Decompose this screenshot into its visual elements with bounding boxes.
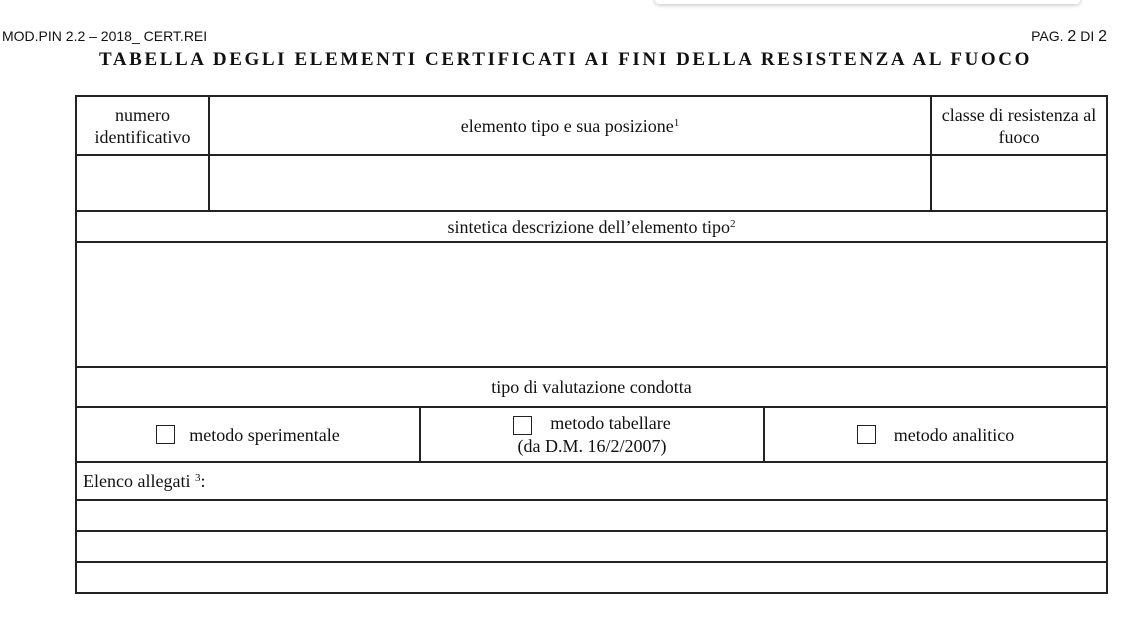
allegato-row-1[interactable] [77, 501, 1106, 530]
page-title: TABELLA DEGLI ELEMENTI CERTIFICATI AI FINI DELLA RESISTENZA AL FUOCO [99, 49, 1032, 70]
footnote-ref: 1 [673, 116, 680, 129]
page-number: 2 [1067, 28, 1077, 45]
allegato-row-2[interactable] [77, 532, 1106, 561]
page-indicator [1031, 28, 1107, 46]
header-elemento [210, 97, 930, 154]
classe-input-cell[interactable] [932, 156, 1106, 210]
checkbox-analitico[interactable] [857, 425, 876, 444]
header-classe: classe di resistenza al fuoco [941, 104, 1097, 147]
checkbox-sperimentale[interactable] [156, 425, 175, 444]
numero-input-cell[interactable] [77, 156, 208, 210]
divider [1106, 95, 1108, 593]
page-prefix: PAG. [1031, 28, 1064, 44]
method-sub-label: (da D.M. 16/2/2007) [517, 435, 667, 456]
method-analitico[interactable] [765, 408, 1106, 461]
checkbox-tabellare[interactable] [513, 416, 532, 435]
method-label: metodo analitico [893, 424, 1015, 445]
descrizione-label [77, 212, 1106, 241]
elemento-input-cell[interactable] [210, 156, 930, 210]
floating-panel-shadow [655, 0, 1080, 4]
page-sep: DI [1080, 28, 1095, 44]
divider [75, 592, 1108, 594]
divider [75, 461, 1108, 463]
method-tabellare[interactable] [421, 408, 763, 461]
descrizione-input-area[interactable] [77, 243, 1106, 366]
header-elemento-text: elemento tipo e sua posizione [460, 115, 674, 136]
allegato-row-3[interactable] [77, 563, 1106, 592]
descrizione-text: sintetica descrizione dell’elemento tipo [447, 216, 730, 237]
valutazione-label: tipo di valutazione condotta [491, 377, 692, 397]
page-total: 2 [1098, 28, 1107, 45]
method-label: metodo sperimentale [189, 424, 340, 445]
allegati-text: Elenco allegati [83, 471, 191, 491]
allegati-label [83, 463, 205, 499]
method-label: metodo tabellare [550, 413, 671, 434]
header-numero: numero identificativo [94, 104, 191, 147]
footnote-ref: 3 [194, 472, 201, 484]
method-sperimentale[interactable] [77, 408, 419, 461]
footnote-ref: 2 [729, 217, 736, 230]
form-code: MOD.PIN 2.2 – 2018_ CERT.REI [2, 28, 208, 44]
allegati-colon: : [200, 471, 206, 491]
